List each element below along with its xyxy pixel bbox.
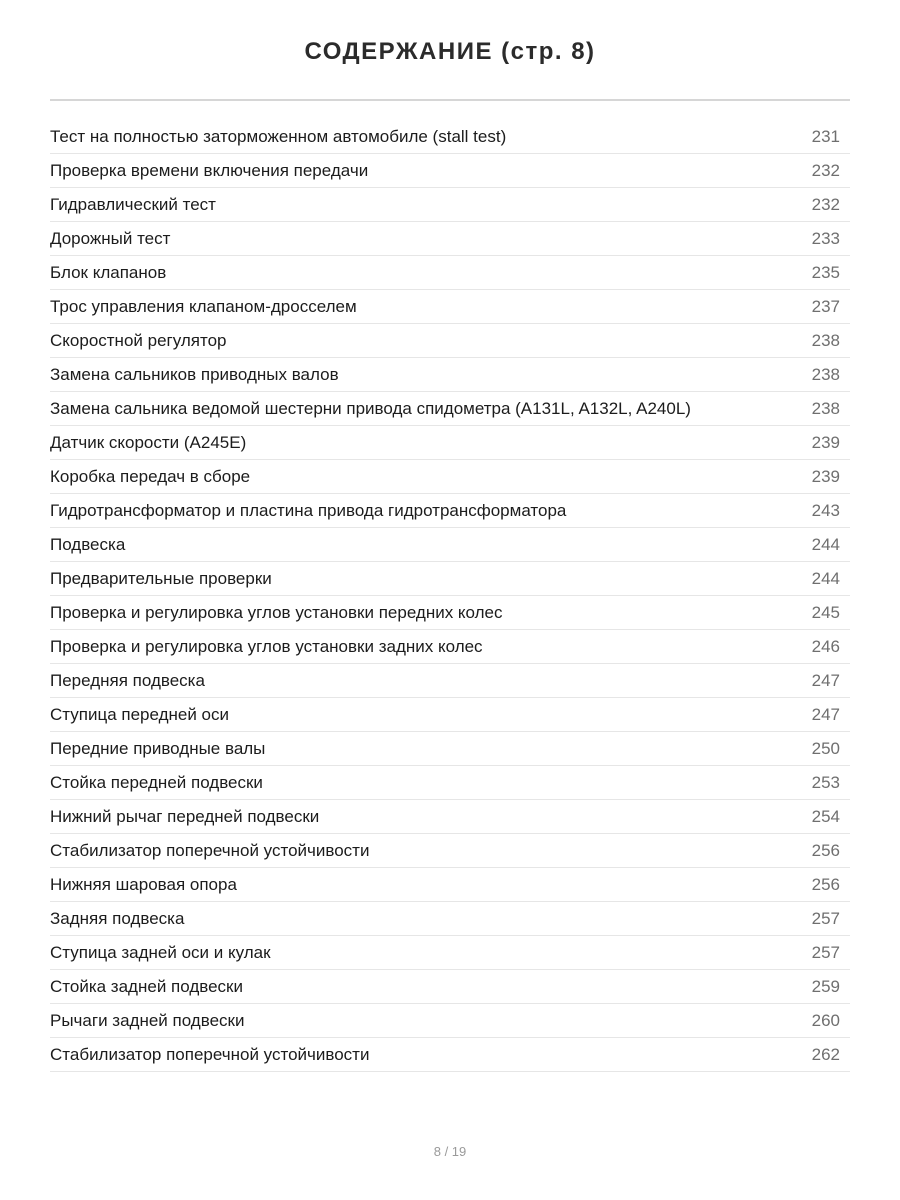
toc-entry[interactable]	[50, 732, 850, 766]
toc-entry-page: 247	[811, 704, 840, 724]
toc-entry[interactable]	[50, 120, 850, 154]
toc-entry[interactable]	[50, 766, 850, 800]
toc-entry-title: Скоростной регулятор	[50, 330, 227, 350]
toc-entry-title: Ступица задней оси и кулак	[50, 942, 271, 962]
toc-entry[interactable]	[50, 494, 850, 528]
toc-entry[interactable]	[50, 188, 850, 222]
toc-entry-page: 237	[811, 296, 840, 316]
toc-entry-page: 235	[811, 262, 840, 282]
toc-entry-page: 232	[811, 160, 840, 180]
toc-entry-title: Гидротрансформатор и пластина привода гидротрансформатора	[50, 500, 567, 520]
toc-entry-page: 256	[811, 840, 840, 860]
toc-entry-page: 256	[811, 874, 840, 894]
toc-entry-page: 254	[811, 806, 840, 826]
toc-entry-title: Предварительные проверки	[50, 568, 272, 588]
toc-entry-page: 245	[811, 602, 840, 622]
toc-entry-page: 253	[811, 772, 840, 792]
toc-entry-title: Стойка передней подвески	[50, 772, 263, 792]
toc-entry-title: Тест на полностью заторможенном автомобиле (stall test)	[50, 126, 507, 146]
toc-entry[interactable]	[50, 800, 850, 834]
toc-entry-page: 250	[811, 738, 840, 758]
toc-entry-page: 231	[811, 126, 840, 146]
title-divider	[50, 99, 850, 101]
toc-entry[interactable]	[50, 834, 850, 868]
toc-entry-page: 260	[811, 1010, 840, 1030]
toc-entry[interactable]	[50, 664, 850, 698]
toc-entry-page: 259	[811, 976, 840, 996]
toc-entry-page: 257	[811, 942, 840, 962]
toc-entry-title: Передняя подвеска	[50, 670, 205, 690]
toc-entry-title: Проверка и регулировка углов установки задних колес	[50, 636, 483, 656]
toc-entry[interactable]	[50, 698, 850, 732]
toc-entry-title: Дорожный тест	[50, 228, 171, 248]
toc-entry-page: 238	[811, 364, 840, 384]
toc-entry[interactable]	[50, 562, 850, 596]
toc-entry-page: 233	[811, 228, 840, 248]
toc-entry-title: Трос управления клапаном-дросселем	[50, 296, 357, 316]
toc-entry-page: 239	[811, 432, 840, 452]
toc-entry-title: Гидравлический тест	[50, 194, 216, 214]
toc-entry-page: 238	[811, 398, 840, 418]
toc-entry[interactable]	[50, 256, 850, 290]
toc-entry-title: Ступица передней оси	[50, 704, 229, 724]
toc-entry-title: Передние приводные валы	[50, 738, 266, 758]
toc-entry[interactable]	[50, 324, 850, 358]
toc-entry[interactable]	[50, 392, 850, 426]
toc-entry-title: Стабилизатор поперечной устойчивости	[50, 840, 370, 860]
toc-entry-page: 243	[811, 500, 840, 520]
toc-entry-title: Задняя подвеска	[50, 908, 185, 928]
toc-entry[interactable]	[50, 868, 850, 902]
toc-entry[interactable]	[50, 1004, 850, 1038]
toc-entry[interactable]	[50, 290, 850, 324]
toc-entry[interactable]	[50, 1038, 850, 1072]
toc-entry-title: Нижняя шаровая опора	[50, 874, 237, 894]
toc-entry[interactable]	[50, 902, 850, 936]
toc-entry-title: Нижний рычаг передней подвески	[50, 806, 320, 826]
toc-entry-title: Коробка передач в сборе	[50, 466, 251, 486]
toc-entry-title: Подвеска	[50, 534, 126, 554]
toc-entry-page: 257	[811, 908, 840, 928]
toc-entry[interactable]	[50, 630, 850, 664]
toc-entry-title: Датчик скорости (A245E)	[50, 432, 247, 452]
toc-entry[interactable]	[50, 460, 850, 494]
toc-entry-title: Проверка и регулировка углов установки передних колес	[50, 602, 503, 622]
toc-entry[interactable]	[50, 358, 850, 392]
toc-entry-page: 238	[811, 330, 840, 350]
toc-entry[interactable]	[50, 936, 850, 970]
toc-entry-title: Блок клапанов	[50, 262, 167, 282]
toc-entry-page: 247	[811, 670, 840, 690]
toc-entry-page: 244	[811, 534, 840, 554]
page-indicator: 8 / 19	[433, 1144, 467, 1159]
toc-entry-title: Стабилизатор поперечной устойчивости	[50, 1044, 370, 1064]
toc-entry[interactable]	[50, 528, 850, 562]
toc-entry-title: Замена сальника ведомой шестерни привода спидометра (A131L, A132L, A240L)	[50, 398, 691, 418]
toc-entry-title: Стойка задней подвески	[50, 976, 243, 996]
toc-entry[interactable]	[50, 970, 850, 1004]
toc-entry[interactable]	[50, 222, 850, 256]
toc-entry-title: Замена сальников приводных валов	[50, 364, 339, 384]
table-of-contents	[50, 120, 850, 1072]
toc-entry-page: 246	[811, 636, 840, 656]
toc-entry-page: 262	[811, 1044, 840, 1064]
toc-entry-page: 232	[811, 194, 840, 214]
toc-entry-title: Рычаги задней подвески	[50, 1010, 245, 1030]
toc-entry-title: Проверка времени включения передачи	[50, 160, 369, 180]
toc-entry[interactable]	[50, 154, 850, 188]
page-title: СОДЕРЖАНИЕ (стр. 8)	[304, 38, 596, 65]
toc-entry[interactable]	[50, 596, 850, 630]
toc-entry[interactable]	[50, 426, 850, 460]
toc-entry-page: 244	[811, 568, 840, 588]
toc-entry-page: 239	[811, 466, 840, 486]
